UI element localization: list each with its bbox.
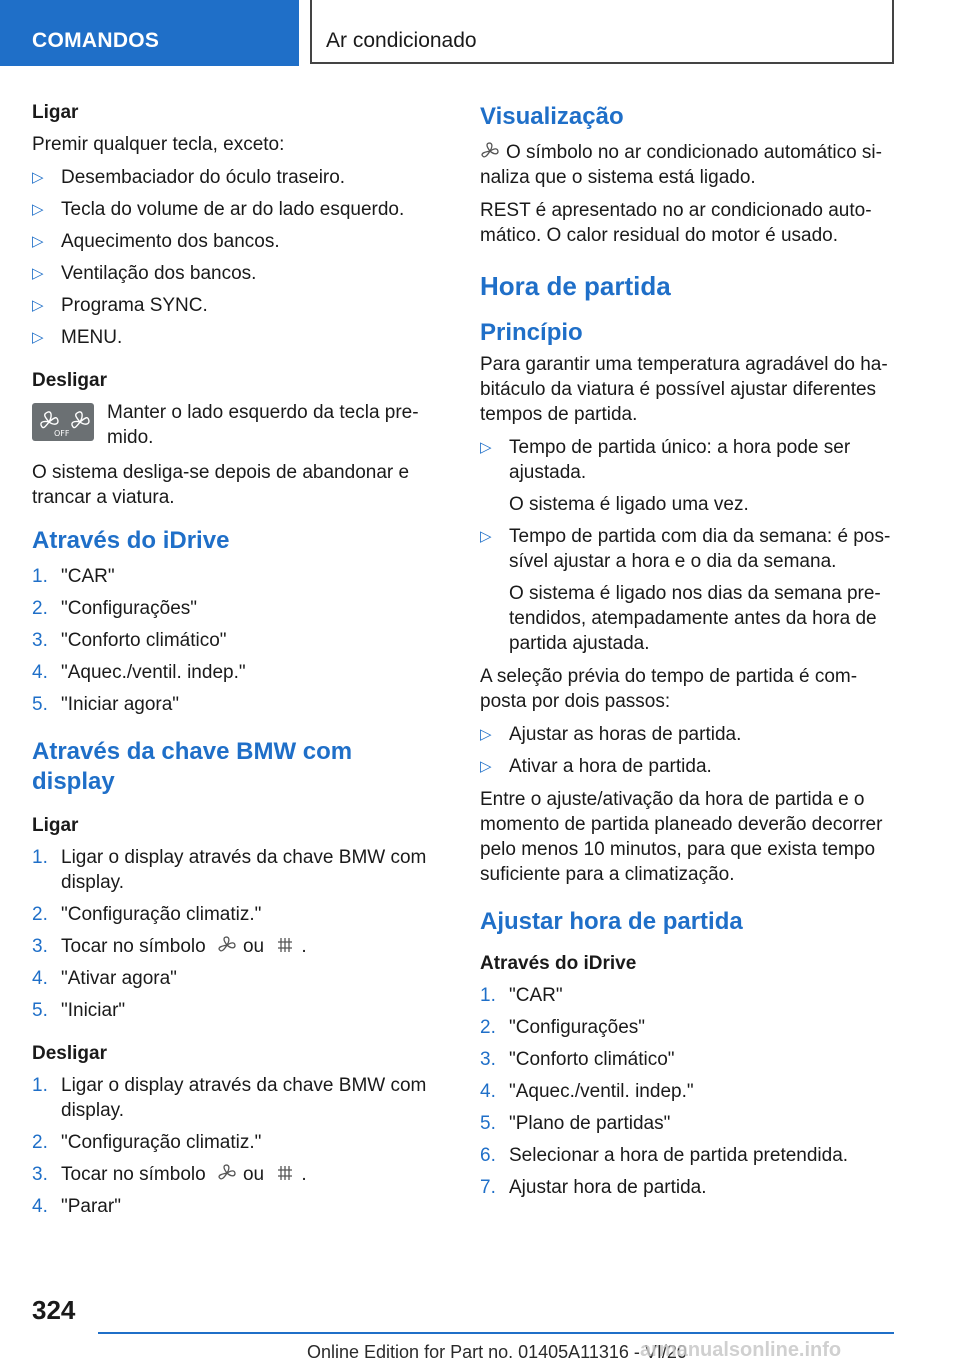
list-item: 4. "Ativar agora": [32, 968, 177, 989]
list-item: 3. Tocar no símbolo ou .: [32, 1164, 307, 1185]
triangle-bullet: ▷: [480, 439, 492, 456]
section-label: COMANDOS: [32, 29, 160, 52]
ligar-intro: Premir qualquer tecla, exceto:: [32, 134, 285, 155]
desligar-text: Manter o lado esquerdo da tecla pre-mido.: [107, 402, 419, 448]
chapter-title: Ar condicionado: [326, 29, 477, 52]
triangle-bullet: ▷: [480, 528, 492, 545]
list-item: 3. "Conforto climático": [32, 630, 227, 651]
footer-divider: [98, 1332, 894, 1334]
key-desligar-heading: Desligar: [32, 1043, 107, 1064]
list-item: 4. "Aquec./ventil. indep.": [32, 662, 246, 683]
triangle-bullet: ▷: [32, 201, 44, 218]
tempos-list: [480, 435, 892, 656]
ligar-exceptions-list: [32, 165, 440, 350]
triangle-bullet: ▷: [480, 726, 492, 743]
list-item: ▷ Ajustar as horas de partida.: [480, 724, 742, 745]
list-item: 4. "Aquec./ventil. indep.": [480, 1081, 694, 1102]
ventilation-icon: [275, 935, 295, 955]
list-item: ▷ Programa SYNC.: [32, 295, 208, 316]
desligar-heading: Desligar: [32, 370, 107, 391]
list-item: 7. Ajustar hora de partida.: [480, 1177, 707, 1198]
fan-off-key-icon: [32, 403, 94, 441]
list-item: ▷ Tempo de partida com dia da semana: é pos-sível ajustar a hora e o dia da semana. O sistema é ligado nos dias da semana pre-tendidos, atempadamente antes da hora de partida ajustada.: [480, 526, 891, 654]
idrive-steps: [32, 564, 440, 717]
list-item: 5. "Iniciar": [32, 1000, 126, 1021]
section-heading-key: Através da chave BMW com display: [32, 738, 353, 795]
list-item: ▷ Aquecimento dos bancos.: [32, 231, 280, 252]
fan-icon: [217, 935, 237, 955]
list-item: 2. "Configuração climatiz.": [32, 904, 262, 925]
list-item: 1. Ligar o display através da chave BMW com display.: [32, 1075, 427, 1121]
key-ligar-steps: [32, 845, 440, 1023]
list-item: 4. "Parar": [32, 1196, 121, 1217]
list-item: ▷ Tempo de partida único: a hora pode ser ajustada. O sistema é ligado uma vez.: [480, 437, 851, 515]
desligar-note: O sistema desliga-se depois de abandonar e trancar a viatura.: [32, 462, 410, 508]
left-column: [32, 100, 440, 1227]
watermark: armanualsonline.info: [640, 1339, 842, 1361]
triangle-bullet: ▷: [32, 329, 44, 346]
list-item: ▷ Ativar a hora de partida.: [480, 756, 712, 777]
footer-edition: Online Edition for Part no. 01405A11316 - VI/20: [307, 1342, 687, 1362]
key-desligar-steps: [32, 1073, 440, 1219]
list-item: ▷ Desembaciador do óculo traseiro.: [32, 167, 346, 188]
fan-icon: [217, 1163, 237, 1183]
ajustar-sub-heading: Através do iDrive: [480, 953, 637, 974]
section-heading-principio: Princípio: [480, 319, 583, 346]
list-item: 1. Ligar o display através da chave BMW com display.: [32, 847, 427, 893]
entre-text: Entre o ajuste/ativação da hora de partida e o momento de partida planeado deverão decorrer pelo menos 10 minutos, para que exista tempo suficiente para a climatização.: [480, 789, 883, 885]
list-item: 6. Selecionar a hora de partida pretendida.: [480, 1145, 849, 1166]
section-heading-hora-partida: Hora de partida: [480, 271, 671, 301]
list-item: 1. "CAR": [480, 985, 563, 1006]
section-heading-visualizacao: Visualização: [480, 103, 624, 130]
section-tab: [0, 0, 299, 66]
triangle-bullet: ▷: [32, 169, 44, 186]
list-item: 5. "Iniciar agora": [32, 694, 180, 715]
right-column: [480, 100, 892, 1208]
passos-list: [480, 722, 892, 779]
list-item: 2. "Configurações": [32, 598, 198, 619]
ventilation-icon: [275, 1163, 295, 1183]
section-heading-idrive: Através do iDrive: [32, 527, 230, 554]
list-item: ▷ Tecla do volume de ar do lado esquerdo.: [32, 199, 405, 220]
section-heading-ajustar: Ajustar hora de partida: [480, 908, 743, 935]
fan-icon: [480, 141, 500, 161]
list-item: 2. "Configurações": [480, 1017, 646, 1038]
rest-text: REST é apresentado no ar condicionado auto-mático. O calor residual do motor é usado.: [480, 200, 872, 246]
page-number: 324: [32, 1295, 76, 1325]
list-item: 3. "Conforto climático": [480, 1049, 675, 1070]
list-item: 5. "Plano de partidas": [480, 1113, 671, 1134]
principio-text: Para garantir uma temperatura agradável do ha-bitáculo da viatura é possível ajustar diferentes tempos de partida.: [480, 354, 888, 425]
list-item: ▷ Ventilação dos bancos.: [32, 263, 257, 284]
visualizacao-text: O símbolo no ar condicionado automático si-naliza que o sistema está ligado.: [480, 142, 882, 188]
list-item: 1. "CAR": [32, 566, 115, 587]
list-item: 3. Tocar no símbolo ou .: [32, 936, 307, 957]
triangle-bullet: ▷: [32, 297, 44, 314]
desligar-key-row: [32, 400, 440, 450]
triangle-bullet: ▷: [32, 265, 44, 282]
triangle-bullet: ▷: [480, 758, 492, 775]
list-item: ▷ MENU.: [32, 327, 123, 348]
triangle-bullet: ▷: [32, 233, 44, 250]
chapter-box: [310, 0, 894, 64]
list-item: 2. "Configuração climatiz.": [32, 1132, 262, 1153]
off-label: OFF: [54, 429, 70, 438]
page-header: [0, 0, 960, 66]
ligar-heading: Ligar: [32, 102, 79, 123]
key-ligar-heading: Ligar: [32, 815, 79, 836]
selecao-text: A seleção prévia do tempo de partida é com-posta por dois passos:: [480, 666, 858, 712]
ajustar-steps: [480, 983, 892, 1200]
